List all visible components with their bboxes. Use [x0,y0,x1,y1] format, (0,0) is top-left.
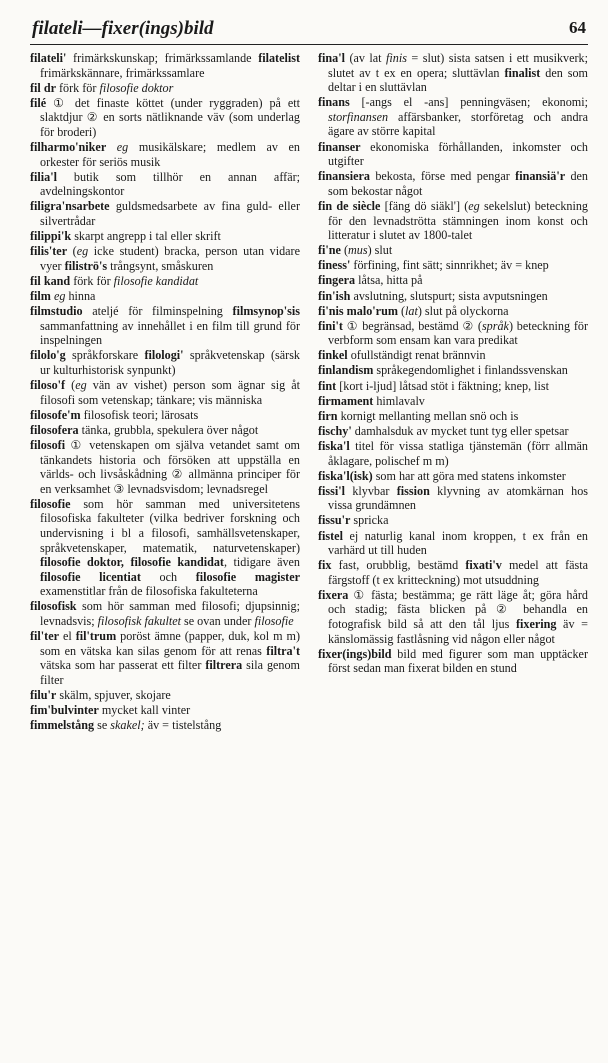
headword: filosofi [30,437,66,452]
definition-text: äv = känslomässig fastlåsning vid någon eller något [328,617,588,646]
definition-text: som hör samman med universitetens filosofiska fakulteter (vilka bedriver forskning och undervisning i bl a filosofi, samhällsvetenskaper, språkvetenskaper, matematik, naturvetenskaper) [40,496,300,555]
headword: filosofie magister [195,569,300,584]
headword: fixering [515,617,557,632]
dictionary-entry [318,348,588,363]
dictionary-entry [30,599,300,628]
definition-text: examenstitlar från de filosofiska fakulteterna [40,584,258,599]
definition-text: klyvbar [345,483,397,498]
definition-text: icke student) bracka, person utan vidare vyer [40,244,300,273]
headword: filosofera [30,422,79,437]
headword: filtra't [266,643,300,658]
headword: filateli' [30,51,67,65]
dictionary-entry [30,688,300,703]
definition-text: affärsbanker, storföretag och andra ägare av större kapital [328,109,588,139]
italic-text: skakel; [110,718,145,733]
definition-text: bekosta, förse med pengar [369,169,516,184]
headword: fischy' [318,423,352,438]
headword: fissu'r [318,513,351,528]
headword: filu'r [30,688,57,703]
headword: fi'nis malo'rum [318,303,398,318]
dictionary-entry [318,363,588,378]
definition-text: ① begränsad, bestämd ② ( [342,318,482,333]
definition-text: musikälskare; medlem av en orkester för seriös musik [40,140,300,169]
definition-text: förk för [70,273,114,288]
dictionary-entry [30,274,300,289]
definition-text: skälm, spjuver, skojare [56,688,171,703]
left-column [30,51,300,733]
headword: fin de siècle [318,198,381,213]
definition-text: sila genom filter [40,658,300,687]
right-column [318,51,588,733]
headword: filosofie [30,496,71,511]
dictionary-entry [30,140,300,169]
headword: filmsynop'sis [232,304,300,319]
headword: filigra'nsarbete [30,199,110,214]
definition-text: fast, orubblig, bestämd [331,558,466,573]
italic-text: lat [405,303,418,318]
dictionary-entry [318,169,588,198]
definition-text: [kort i-ljud] låtsad stöt i fäktning; knep, list [336,378,549,393]
dictionary-entry [30,96,300,140]
definition-text: ( [397,303,406,318]
dictionary-entry [30,497,300,599]
headword: firn [318,408,338,423]
dictionary-entry [318,424,588,439]
definition-text: ① vetenskapen om själva vetandet samt om tänkandets historia och försöken att uppställa en världs- och livsåskådning ② allmänna principer för en verksamhet ③ levnadsvisdom; levnadsregel [40,437,300,496]
dictionary-entry [318,379,588,394]
definition-text: filosofisk teori; lärosats [80,407,199,422]
italic-text: eg [116,140,129,155]
dictionary-entry [30,244,300,273]
italic-text: filosofie doktor [99,80,174,95]
dictionary-entry [30,718,300,733]
definition-text: poröst ämne (papper, duk, kol m m) som en vätska kan silas genom för att renas [40,629,300,658]
definition-text: som hör samman med filosofi; djupsinnig; levnadsvis; [40,599,300,629]
definition-text: skarpt angrepp i tal eller skrift [71,229,221,244]
dictionary-entry [30,51,300,80]
definition-text: språkforskare [65,348,145,363]
definition-text: guldsmedsarbete av fina guld- eller silvertrådar [40,199,300,229]
headword: finlandism [318,363,374,378]
definition-text: vän av vishet) person som ägnar sig åt filosofi som vetenskap; tänkare; vis människa [40,378,300,407]
dictionary-entry [318,469,588,484]
headword: firmament [318,393,374,408]
dictionary-entry [318,258,588,273]
dictionary-entry [318,409,588,424]
headword: fini't [318,318,343,333]
definition-text: mycket kall vinter [98,703,191,718]
headword: filippi'k [30,229,72,244]
definition-text: [-angs el -ans] penningväsen; ekonomi; [349,95,588,110]
definition-text: bild med figurer som man upptäcker först sedan man fixerat bilden en stund [328,646,588,676]
definition-text: sammanfattning av innehållet i en film till grund för inspelningen [40,318,300,348]
definition-text: förfining, fint sätt; sinnrikhet; äv = knep [350,258,549,273]
headword: fil dr [30,80,56,95]
definition-text: tänka, grubbla, spekulera över något [78,422,259,437]
italic-text: eg [468,198,480,213]
headword: filtrera [205,658,243,673]
headword: fission [396,483,430,498]
headword: filolo'g [30,348,66,363]
dictionary-entry [318,304,588,319]
definition-text: titel för vissa statliga tjänstemän (förr allmän åklagare, polischef m m) [328,438,588,468]
definition-text: avslutning, slutspurt; sista avputsningen [350,288,548,303]
italic-text: filosofie kandidat [113,273,199,288]
headword: filharmo'niker [30,140,107,155]
definition-text: ateljé för filminspelning [82,304,233,319]
headword: fixera [318,587,349,602]
definition-text: (av lat [345,51,387,65]
dictionary-entry [318,439,588,468]
italic-text: filosofisk fakultet [97,614,181,629]
headword: fil kand [30,273,71,288]
headword: filmstudio [30,304,83,319]
definition-text: = slut) sista satsen i ett musikverk; slutet av t ex en opera; sluttävlan [328,51,588,80]
headword: finansiä'r [515,169,566,184]
headword: filiströ's [64,258,108,273]
headword: fiska'l(isk) [318,468,373,483]
definition-text: ( [67,244,77,259]
headword: fix [318,558,332,573]
definition-text: se ovan under [180,614,255,629]
definition-text: den som deltar i en sluttävlan [328,65,589,95]
definition-text [106,140,117,154]
dictionary-entry [30,289,300,304]
dictionary-entry [30,629,300,687]
headword: fina'l [318,51,345,65]
dictionary-entry [30,170,300,199]
dictionary-entry [30,304,300,348]
italic-text: eg [53,289,66,303]
headword: filia'l [30,169,57,184]
headword: fixati'v [465,558,502,573]
italic-text: storfinansen [328,109,389,124]
definition-text: himlavalv [373,393,425,408]
headword: finalist [504,65,541,80]
dictionary-entry [30,229,300,244]
dictionary-entry [318,289,588,304]
definition-text: språkegendomlighet i finlandssvenskan [373,363,568,378]
definition-text: ej naturlig kanal inom kroppen, t ex från en varhärd ut till huden [328,528,588,558]
italic-text: språk [481,318,509,333]
headword: fil'ter [30,629,59,644]
definition-text: låtsa, hitta på [355,273,423,288]
headword: fissi'l [318,483,345,498]
dictionary-entry [318,319,588,348]
dictionary-entry [318,140,588,169]
headword: finanser [318,139,361,154]
definition-text: medel att fästa färgstoff (t ex kritteckning) mot utsuddning [328,558,588,587]
definition-text: frimärkskunskap; frimärkssamlande [66,51,259,65]
headword: fi'ne [318,243,341,258]
headword: fint [318,378,337,393]
italic-text: eg [75,378,87,393]
dictionary-entry [30,199,300,228]
definition-text: spricka [350,513,389,528]
headword: filis'ter [30,244,68,259]
dictionary-entry [318,529,588,558]
headword: filoso'f [30,378,66,393]
headword: film [30,289,51,303]
running-head: filateli—fixer(ings)bild [32,18,214,39]
headword: filosofisk [30,599,77,614]
dictionary-entry [318,394,588,409]
definition-text: ) slut [367,243,393,258]
dictionary-entry [318,243,588,258]
headword: finkel [318,348,348,363]
dictionary-entry [30,703,300,718]
dictionary-entry [30,81,300,96]
definition-text: se [94,718,111,733]
dictionary-entry [318,273,588,288]
headword: fiska'l [318,438,350,453]
dictionary-entry [30,348,300,377]
definition-text: kornigt mellanting mellan snö och is [337,408,519,423]
dictionary-entry [318,199,588,243]
definition-text: frimärkskännare, frimärkssamlare [40,65,205,80]
definition-text: ( [65,378,76,393]
headword: fil'trum [75,629,117,644]
headword: filatelist [258,51,300,65]
headword: finansiera [318,169,370,184]
headword: fin'ish [318,288,351,303]
headword: fixer(ings)bild [318,646,392,661]
italic-text: mus [348,243,368,258]
italic-text: filosofie [254,614,294,629]
headword: filosofe'm [30,407,81,422]
definition-text: , tidigare även [223,555,300,570]
definition-text: ( [340,243,349,258]
definition-text: butik som tillhör en annan affär; avdelningskontor [40,169,300,199]
headword: filologi' [144,348,184,363]
dictionary-entry [318,95,588,139]
definition-text: ) beteckning för verbform som ensam kan vara predikat [328,318,588,348]
definition-text: den som bekostar något [328,169,588,198]
definition-text: hinna [65,289,96,303]
dictionary-entry [30,438,300,496]
dictionary-entry [30,378,300,407]
definition-text: ekonomiska förhållanden, inkomster och utgifter [328,139,588,169]
dictionary-entry [30,423,300,438]
entry-columns [30,51,588,733]
headword: fimmelstång [30,718,95,733]
headword: filé [30,95,47,110]
headword: fingera [318,273,356,288]
definition-text: äv = tistelstång [144,718,222,733]
definition-text: trångsynt, småskuren [107,258,214,273]
page-number: 64 [569,18,586,37]
dictionary-entry [318,484,588,513]
italic-text: finis [386,51,407,65]
definition-text: ① det finaste köttet (under ryggraden) på ett slaktdjur ② en sorts nätliknande väv (som underlag för broderi) [40,95,300,139]
dictionary-entry [318,647,588,676]
headword: finans [318,95,350,110]
dictionary-entry [318,588,588,646]
definition-text: [fäng dö siäkl'] ( [380,198,469,213]
definition-text: el [58,629,76,644]
headword: finess' [318,258,351,273]
definition-text: ) slut på olyckorna [417,303,509,318]
definition-text: klyvning av atomkärnan hos vissa grundämnen [328,483,588,513]
definition-text: ofullständigt renat brännvin [347,348,486,363]
definition-text: som har att göra med statens inkomster [372,468,566,483]
definition-text: språkvetenskap (särsk ur kulturhistorisk synpunkt) [40,348,301,377]
definition-text: ① fästa; bestämma; ge rätt läge åt; göra hård och stadig; fästa blicken på ② behandla en fotografisk bild så att den tål ljus [328,587,588,632]
definition-text: sekelslut) beteckning för den levnadströtta stämningen inom konst och litteratur i slutet av 1800-talet [328,198,588,243]
page-header [30,14,588,45]
dictionary-entry [318,558,588,587]
dictionary-entry [318,51,588,95]
definition-text: vätska som har passerat ett filter [40,658,206,673]
definition-text: och [140,569,196,584]
headword: filosofie licentiat [40,569,141,584]
definition-text: förk för [55,80,100,95]
dictionary-entry [30,408,300,423]
headword: filosofie doktor, filosofie kandidat [40,555,224,570]
definition-text: damhalsduk av mycket tunt tyg eller spetsar [351,423,569,438]
headword: fistel [318,528,343,543]
italic-text: eg [76,244,89,259]
dictionary-entry [318,513,588,528]
headword: fim'bulvinter [30,703,99,718]
